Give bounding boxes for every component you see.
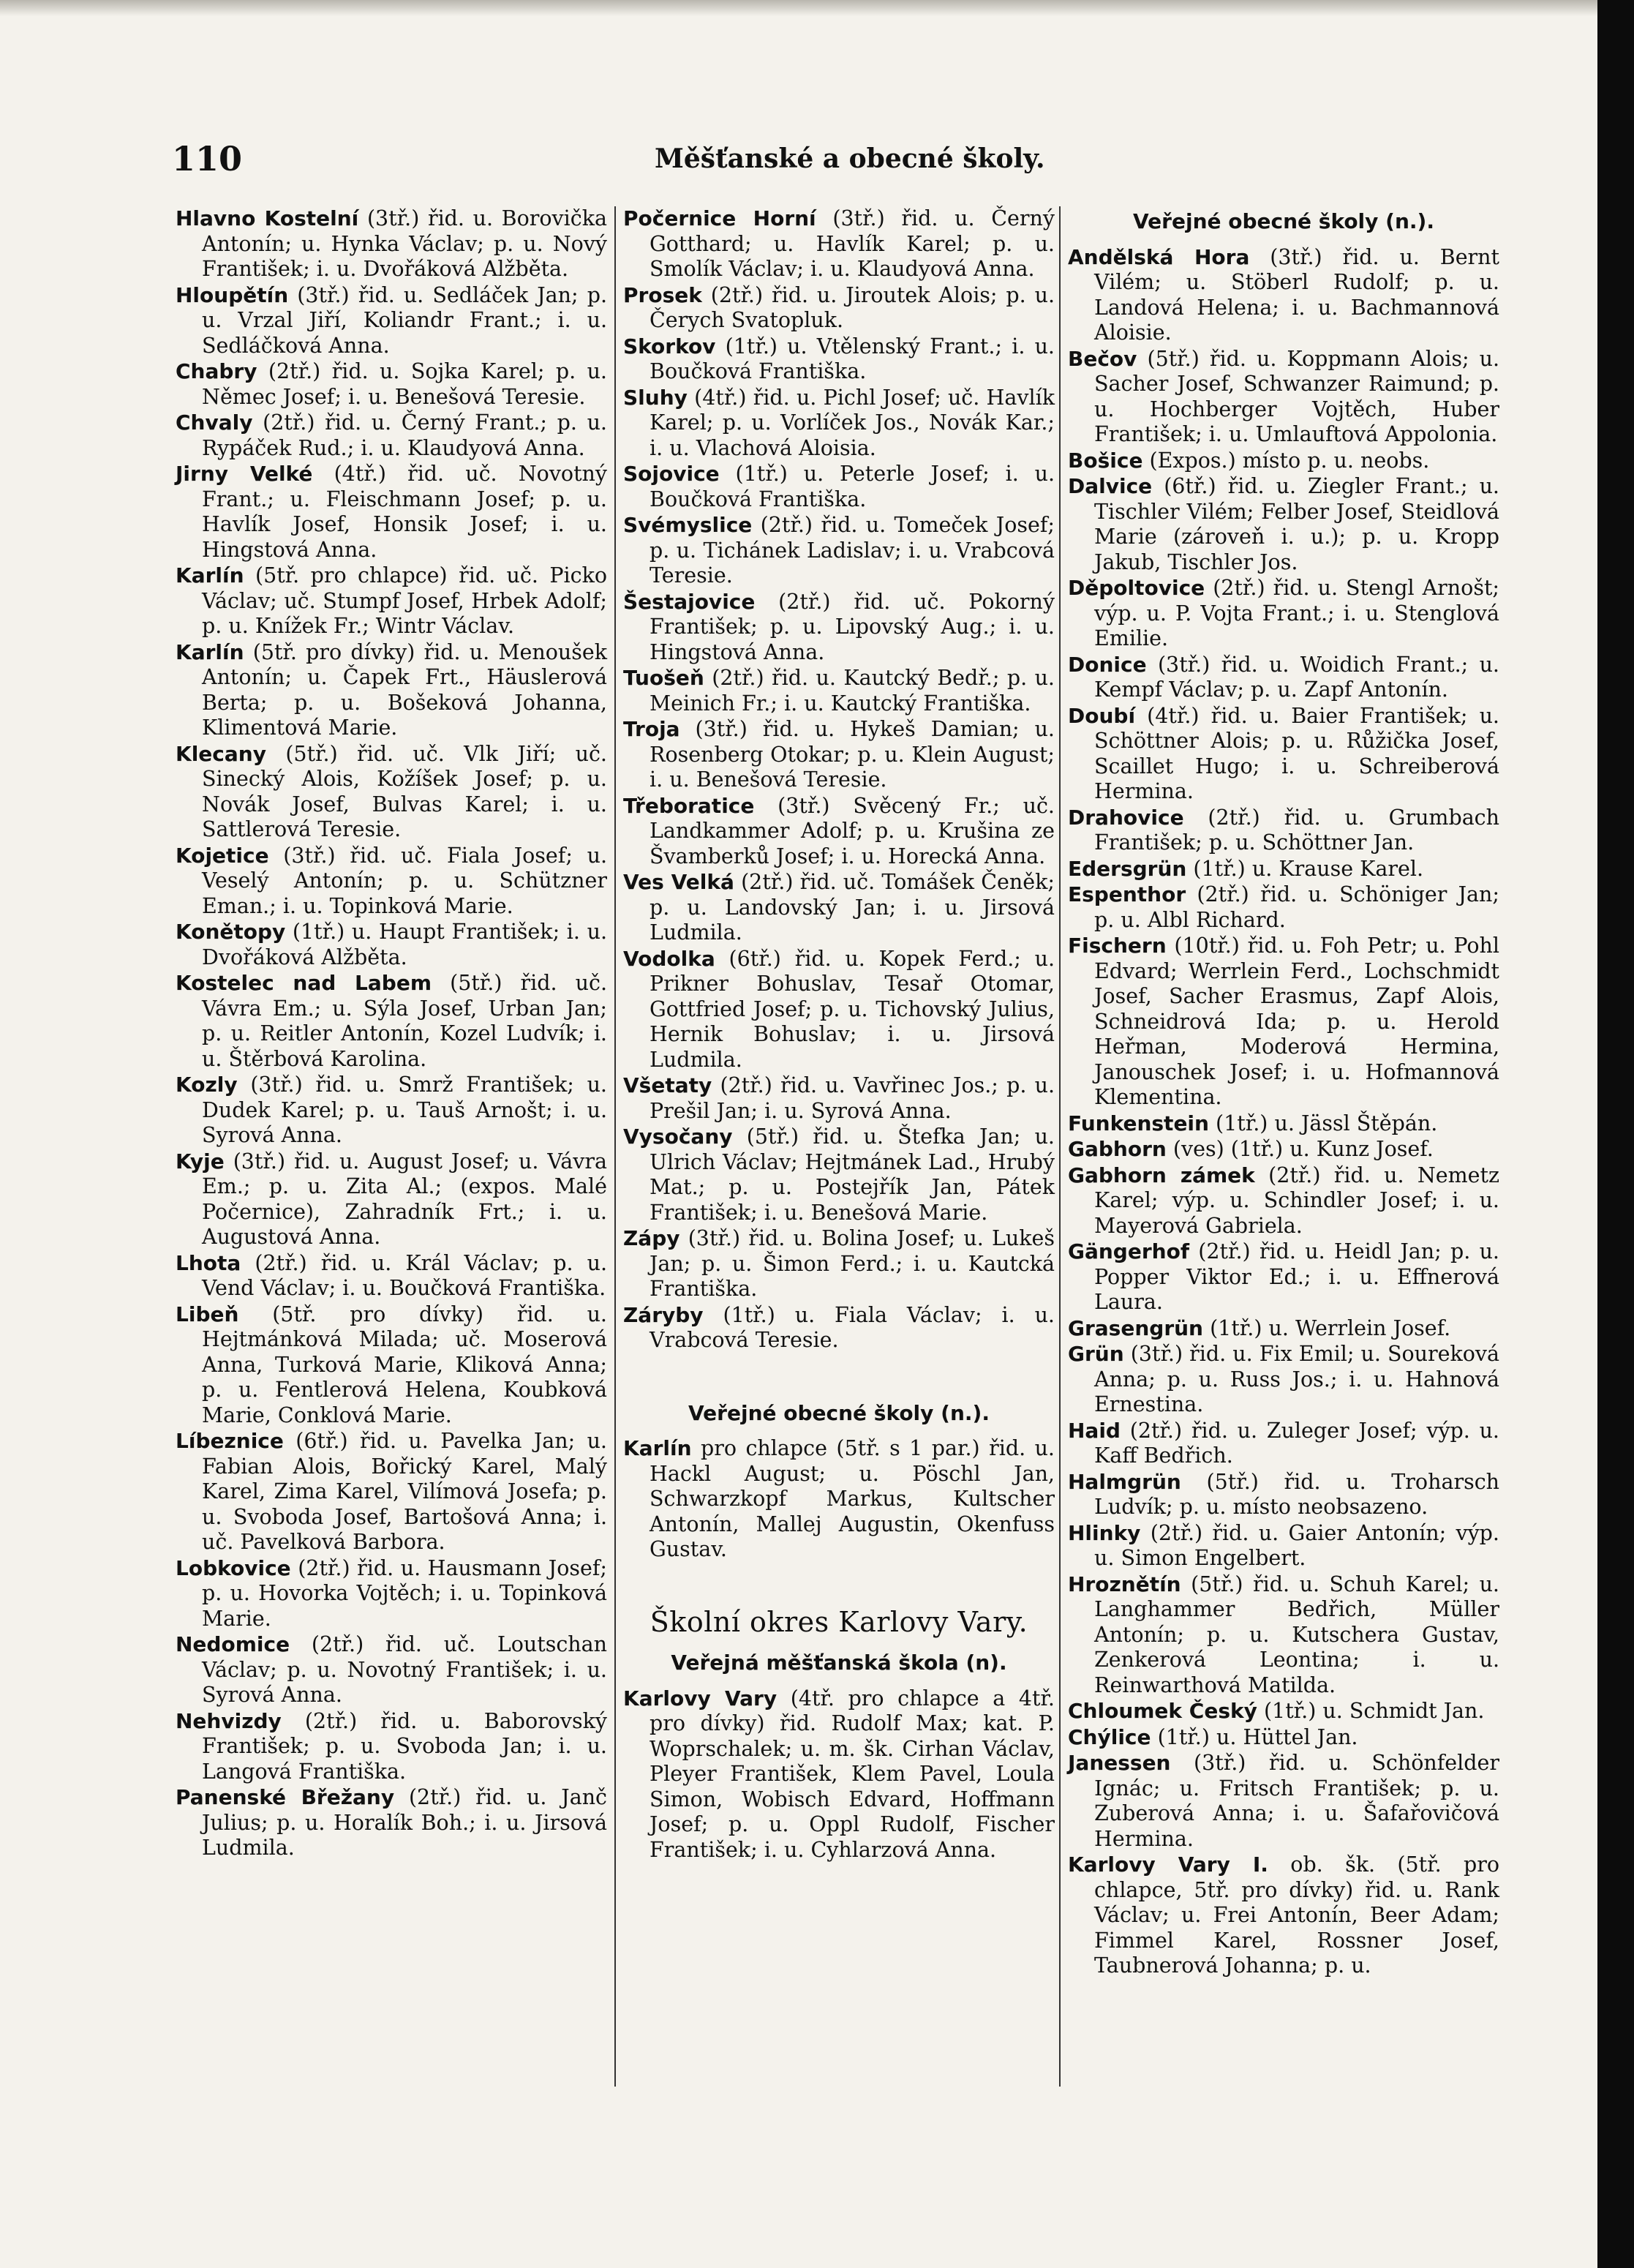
place-name: Bečov	[1068, 346, 1137, 371]
school-entry	[1068, 1342, 1499, 1418]
entry-text: (3tř.) řid. u. Smrž František; u. Dudek Karel; p. u. Tauš Arnošt; i. u. Syrová Anna.	[202, 1073, 607, 1147]
entry-text: (5tř.) řid. u. Troharsch Ludvík; p. u. místo neobsazeno.	[1094, 1469, 1500, 1519]
place-name: Záryby	[623, 1302, 704, 1327]
school-entry	[623, 590, 1055, 666]
entry-text: (5tř. pro dívky) řid. u. Menoušek Antonín; u. Čapek Frt., Häuslerová Berta; p. u. Bošeková Johanna, Klimentová Marie.	[202, 639, 607, 740]
place-name: Prosek	[623, 282, 702, 307]
entry-text: (2tř.) řid. u. Hausmann Josef; p. u. Hovorka Vojtěch; i. u. Topinková Marie.	[202, 1555, 607, 1631]
column-2-public-entries	[623, 1436, 1055, 1563]
place-name: Doubí	[1068, 703, 1136, 728]
entry-text: (4tř. pro chlapce a 4tř. pro dívky) řid. Rudolf Max; kat. P. Woprschalek; u. m. šk. Cirhan Václav, Pleyer František, Klem Pavel, Loula Simon, Wobisch Edvard, Hoffmann Josef; p. u. Oppl Rudolf, Fischer František; i. u. Cyhlarzová Anna.	[650, 1686, 1055, 1862]
entry-text: (2tř.) řid. u. Vavřinec Jos.; p. u. Prešil Jan; i. u. Syrová Anna.	[650, 1073, 1055, 1123]
school-entry	[176, 742, 607, 843]
entry-text: (3tř.) řid. u. Fix Emil; u. Soureková Anna; p. u. Russ Jos.; i. u. Hahnová Ernestina.	[1094, 1342, 1500, 1416]
place-name: Chýlice	[1068, 1724, 1151, 1749]
place-name: Gabhorn	[1068, 1137, 1167, 1161]
place-name: Chvaly	[176, 410, 253, 435]
place-name: Líbeznice	[176, 1429, 284, 1453]
place-name: Kozly	[176, 1073, 238, 1097]
place-name: Andělská Hora	[1068, 244, 1250, 269]
place-name: Ves Velká	[623, 870, 734, 894]
place-name: Děpoltovice	[1068, 576, 1205, 600]
school-entry	[1068, 1852, 1499, 1979]
entry-text: (1tř.) u. Schmidt Jan.	[1263, 1699, 1485, 1723]
scan-right-border	[1597, 0, 1634, 2268]
section-heading-burgher-school: Veřejná měšťanská škola (n).	[671, 1651, 1007, 1675]
place-name: Karlovy Vary I.	[1068, 1852, 1268, 1877]
place-name: Lobkovice	[176, 1555, 291, 1580]
entry-text: (2tř.) řid. u. Gaier Antonín; výp. u. Simon Engelbert.	[1094, 1520, 1499, 1570]
school-entry	[176, 971, 607, 1072]
place-name: Hloupětín	[176, 282, 289, 307]
place-name: Grün	[1068, 1342, 1124, 1366]
school-entry	[176, 1302, 607, 1429]
place-name: Grasengrün	[1068, 1315, 1203, 1340]
entry-text: (2tř.) řid. u. Schöniger Jan; p. u. Albl Richard.	[1094, 882, 1499, 932]
entry-text: (3tř.) řid. u. Sedláček Jan; p. u. Vrzal Jiří, Koliandr Frant.; i. u. Sedláčková Anna.	[202, 282, 607, 358]
place-name: Kojetice	[176, 843, 269, 868]
school-entry	[176, 640, 607, 741]
school-entry	[1068, 882, 1499, 933]
entry-text: (1tř.) u. Haupt František; i. u. Dvořáková Alžběta.	[202, 920, 608, 969]
entry-text: (2tř.) řid. u. Zuleger Josef; výp. u. Kaff Bedřich.	[1094, 1418, 1499, 1468]
place-name: Dalvice	[1068, 474, 1153, 498]
place-name: Libeň	[176, 1302, 239, 1326]
school-entry	[1068, 1419, 1499, 1469]
place-name: Gabhorn zámek	[1068, 1163, 1255, 1187]
school-entry	[1068, 857, 1499, 882]
column-rule-left	[614, 206, 616, 2087]
school-entry	[176, 1709, 607, 1785]
place-name: Karlín	[176, 563, 244, 587]
entry-text: (3tř.) Svěcený Fr.; uč. Landkammer Adolf; p. u. Krušina ze Švamberků Josef; i. u. Horecká Anna.	[650, 793, 1055, 868]
entry-text: (3tř.) řid. u. Bolina Josef; u. Lukeš Jan; p. u. Šimon Ferd.; i. u. Kautcká Františka.	[650, 1226, 1055, 1301]
place-name: Panenské Břežany	[176, 1785, 395, 1809]
place-name: Gängerhof	[1068, 1239, 1190, 1263]
school-entry	[1068, 448, 1499, 474]
column-3	[1068, 206, 1499, 1980]
place-name: Kyje	[176, 1149, 225, 1174]
entry-text: (ves) (1tř.) u. Kunz Josef.	[1172, 1137, 1434, 1161]
place-name: Chabry	[176, 359, 257, 383]
entry-text: (2tř.) řid. u. Sojka Karel; p. u. Němec Josef; i. u. Benešová Teresie.	[202, 359, 607, 409]
column-1	[176, 206, 607, 1862]
place-name: Tuošeň	[623, 666, 704, 690]
school-entry	[623, 386, 1055, 462]
entry-text: (2tř.) řid. u. Nemetz Karel; výp. u. Schindler Josef; i. u. Mayerová Gabriela.	[1094, 1163, 1499, 1238]
entry-text: (2tř.) řid. u. Tomeček Josef; p. u. Tichánek Ladislav; i. u. Vrabcová Teresie.	[650, 513, 1055, 587]
place-name: Nehvizdy	[176, 1708, 282, 1733]
school-entry	[1068, 1470, 1499, 1520]
entry-text: (5tř.) řid. uč. Vlk Jiří; uč. Sinecký Alois, Kožíšek Josef; p. u. Novák Josef, Bulvas Karel; i. u. Sattlerová Teresie.	[202, 741, 607, 841]
place-name: Drahovice	[1068, 805, 1184, 830]
section-heading-public-schools-col3: Veřejné obecné školy (n.).	[1133, 209, 1434, 233]
school-entry	[176, 563, 607, 639]
entry-text: (6tř.) řid. u. Kopek Ferd.; u. Prikner Bohuslav, Tesař Otomar, Gottfried Josef; p. u. Tichovský Julius, Hernik Bohuslav; i. u. Jirsová Ludmila.	[650, 946, 1055, 1072]
entry-text: (2tř.) řid. u. Baborovský František; p. u. Svoboda Jan; i. u. Langová Františka.	[202, 1708, 608, 1784]
entry-text: (5tř. pro chlapce) řid. uč. Picko Václav; uč. Stumpf Josef, Hrbek Adolf; p. u. Knížek Fr.; Wintr Václav.	[202, 563, 608, 638]
school-entry	[176, 410, 607, 461]
school-entry	[1068, 1725, 1499, 1751]
place-name: Haid	[1068, 1418, 1121, 1443]
school-entry	[176, 462, 607, 563]
school-entry	[1068, 474, 1499, 575]
entry-text: (3tř.) řid. uč. Fiala Josef; u. Veselý Antonín; p. u. Schützner Eman.; i. u. Topinková Marie.	[202, 843, 608, 918]
place-name: Konětopy	[176, 920, 286, 944]
section-spacer	[623, 1354, 1055, 1398]
school-entry	[623, 794, 1055, 870]
entry-text: (2tř.) řid. u. Stengl Arnošt; výp. u. P. Vojta Frant.; i. u. Stenglová Emilie.	[1094, 576, 1500, 650]
school-entry	[1068, 806, 1499, 856]
column-rule-right	[1059, 206, 1061, 2087]
school-entry	[1068, 1572, 1499, 1699]
entry-text: (3tř.) řid. u. Hykeš Damian; u. Rosenberg Otokar; p. u. Klein August; i. u. Benešová Teresie.	[650, 717, 1055, 792]
entry-text: (1tř.) u. Krause Karel.	[1193, 856, 1424, 881]
column-3-entries	[1068, 245, 1499, 1979]
school-entry	[176, 1251, 607, 1302]
entry-text: (6tř.) řid. u. Ziegler Frant.; u. Tischler Vilém; Felber Josef, Steidlová Marie (zároveň i. u.); p. u. Kropp Jakub, Tischler Jos.	[1094, 474, 1499, 574]
entry-text: (2tř.) řid. u. Král Václav; p. u. Vend Václav; i. u. Boučková Františka.	[202, 1250, 608, 1300]
place-name: Funkenstein	[1068, 1111, 1209, 1135]
place-name: Skorkov	[623, 334, 716, 358]
school-entry	[623, 334, 1055, 385]
entry-text: (3tř.) řid. u. August Josef; u. Vávra Em.; p. u. Zita Al.; (expos. Malé Počernice), Zahradník Frt.; i. u. Augustová Anna.	[202, 1149, 607, 1249]
school-entry	[1068, 704, 1499, 805]
scan-top-edge	[0, 0, 1634, 16]
place-name: Chloumek Český	[1068, 1699, 1257, 1723]
entry-text: (Expos.) místo p. u. neobs.	[1149, 448, 1430, 473]
school-entry	[176, 359, 607, 410]
entry-text: ob. šk. (5tř. pro chlapce, 5tř. pro dívky) řid. u. Rank Václav; u. Frei Antonín, Beer Adam; Fimmel Karel, Rossner Josef, Taubnerová Johanna; p. u.	[1094, 1852, 1499, 1978]
entry-text: (6tř.) řid. u. Pavelka Jan; u. Fabian Alois, Bořický Karel, Malý Karel, Zima Karel, Vilímová Josefa; p. u. Svoboda Josef, Bartošová Anna; i. uč. Pavelková Barbora.	[202, 1429, 607, 1554]
school-entry	[176, 283, 607, 359]
place-name: Svémyslice	[623, 513, 753, 537]
section-heading-public-schools: Veřejné obecné školy (n.).	[688, 1400, 990, 1425]
school-entry	[176, 1556, 607, 1632]
entry-text: (2tř.) řid. uč. Tomášek Čeněk; p. u. Landovský Jan; i. u. Jirsová Ludmila.	[650, 870, 1055, 945]
place-name: Šestajovice	[623, 589, 756, 614]
school-entry	[623, 717, 1055, 793]
place-name: Sojovice	[623, 462, 720, 486]
place-name: Donice	[1068, 652, 1147, 677]
entry-text: (5tř. pro dívky) řid. u. Hejtmánková Milada; uč. Moserová Anna, Turková Marie, Kliková Anna; p. u. Fentlerová Helena, Koubková Marie, Conklová Marie.	[202, 1302, 607, 1427]
school-entry	[1068, 245, 1499, 346]
school-entry	[1068, 1137, 1499, 1163]
entry-text: (3tř.) řid. u. Borovička Antonín; u. Hynka Václav; p. u. Nový František; i. u. Dvořáková Alžběta.	[202, 206, 607, 281]
place-name: Karlín	[176, 639, 244, 664]
place-name: Fischern	[1068, 934, 1167, 958]
school-entry	[176, 920, 607, 970]
entry-text: (2tř.) řid. u. Heidl Jan; p. u. Popper Viktor Ed.; i. u. Effnerová Laura.	[1094, 1239, 1499, 1314]
entry-text: (1tř.) u. Hüttel Jan.	[1157, 1724, 1358, 1749]
place-name: Janessen	[1068, 1751, 1171, 1775]
entry-text: pro chlapce (5tř. s 1 par.) řid. u. Hackl August; u. Pöschl Jan, Schwarzkopf Markus, Kultscher Antonín, Mallej Augustin, Okenfuss Gustav.	[650, 1436, 1055, 1561]
school-entry	[623, 1124, 1055, 1225]
school-entry	[623, 462, 1055, 512]
school-entry	[623, 513, 1055, 589]
entry-text: (5tř.) řid. uč. Vávra Em.; u. Sýla Josef, Urban Jan; p. u. Reitler Antonín, Kozel Ludvík; i. u. Štěrbová Karolina.	[202, 971, 608, 1071]
district-heading: Školní okres Karlovy Vary.	[650, 1605, 1028, 1638]
school-entry	[1068, 1111, 1499, 1137]
column-2-burgher-entries	[623, 1686, 1055, 1863]
entry-text: (3tř.) řid. u. Černý Gotthard; u. Havlík Karel; p. u. Smolík Václav; i. u. Klaudyová Anna.	[650, 206, 1055, 281]
school-entry	[1068, 1521, 1499, 1572]
column-2-entries	[623, 206, 1055, 1353]
column-2	[623, 206, 1055, 1863]
place-name: Počernice Horní	[623, 206, 816, 230]
entry-text: (2tř.) řid. u. Kautcký Bedř.; p. u. Meinich Fr.; i. u. Kautcký Františka.	[650, 666, 1055, 716]
entry-text: (10tř.) řid. u. Foh Petr; u. Pohl Edvard; Werrlein Ferd., Lochschmidt Josef, Sacher Erasmus, Zapf Alois, Schneidrová Ida; p. u. Herold Heřman, Moderová Hermina, Janouschek Josef; i. u. Hofmannová Klementina.	[1094, 934, 1499, 1109]
entry-text: (3tř.) řid. u. Schönfelder Ignác; u. Fritsch František; p. u. Zuberová Anna; i. u. Šafařovičová Hermina.	[1094, 1751, 1499, 1851]
school-entry	[623, 283, 1055, 334]
place-name: Espenthor	[1068, 882, 1186, 906]
school-entry	[623, 1226, 1055, 1302]
school-entry	[176, 206, 607, 282]
school-entry	[1068, 347, 1499, 448]
place-name: Karlín	[623, 1436, 692, 1460]
place-name: Sluhy	[623, 385, 688, 410]
school-entry	[623, 1303, 1055, 1353]
school-entry	[623, 1073, 1055, 1124]
place-name: Vodolka	[623, 946, 715, 971]
entry-text: (5tř.) řid. u. Schuh Karel; u. Langhammer Bedřich, Müller Antonín; p. u. Kutschera Gustav, Zenkerová Leontina; i. u. Reinwarthová Matilda.	[1094, 1572, 1499, 1697]
entry-text: (4tř.) řid. u. Pichl Josef; uč. Havlík Karel; p. u. Vorlíček Jos., Novák Kar.; i. u. Vlachová Aloisia.	[650, 385, 1055, 460]
school-entry	[176, 1429, 607, 1555]
school-entry	[176, 844, 607, 920]
place-name: Troja	[623, 717, 680, 741]
entry-text: (2tř.) řid. u. Černý Frant.; p. u. Rypáček Rud.; i. u. Klaudyová Anna.	[202, 410, 607, 460]
entry-text: (2tř.) řid. u. Jiroutek Alois; p. u. Čerych Svatopluk.	[650, 282, 1055, 332]
place-name: Zápy	[623, 1226, 680, 1250]
school-entry	[623, 1436, 1055, 1563]
school-entry	[1068, 653, 1499, 703]
entry-text: (1tř.) u. Werrlein Josef.	[1210, 1315, 1451, 1340]
entry-text: (1tř.) u. Fiala Václav; i. u. Vrabcová Teresie.	[650, 1302, 1055, 1352]
place-name: Kostelec nad Labem	[176, 971, 432, 995]
school-entry	[1068, 576, 1499, 652]
school-entry	[1068, 1316, 1499, 1342]
place-name: Třeboratice	[623, 793, 755, 818]
school-entry	[1068, 1699, 1499, 1724]
school-entry	[623, 947, 1055, 1073]
school-entry	[623, 666, 1055, 716]
running-head: Měšťanské a obecné školy.	[655, 143, 1045, 174]
entry-text: (5tř.) řid. u. Koppmann Alois; u. Sacher Josef, Schwanzer Raimund; p. u. Hochberger Vojtěch, Huber František; i. u. Umlauftová Appolonia.	[1094, 346, 1500, 446]
entry-text: (1tř.) u. Peterle Josef; i. u. Boučková Františka.	[650, 462, 1055, 511]
school-entry	[623, 1686, 1055, 1863]
entry-text: (2tř.) řid. uč. Pokorný František; p. u. Lipovský Aug.; i. u. Hingstová Anna.	[650, 589, 1055, 664]
entry-text: (4tř.) řid. uč. Novotný Frant.; u. Fleischmann Josef; p. u. Havlík Josef, Honsik Josef; i. u. Hingstová Anna.	[202, 462, 608, 562]
place-name: Bošice	[1068, 448, 1143, 473]
school-entry	[1068, 1239, 1499, 1315]
entry-text: (3tř.) řid. u. Woidich Frant.; u. Kempf Václav; p. u. Zapf Antonín.	[1094, 652, 1499, 702]
entry-text: (5tř.) řid. u. Štefka Jan; u. Ulrich Václav; Hejtmánek Lad., Hrubý Mat.; p. u. Postejřík Jan, Pátek František; i. u. Benešová Marie.	[650, 1124, 1055, 1225]
school-entry	[176, 1149, 607, 1250]
entry-text: (2tř.) řid. uč. Loutschan Václav; p. u. Novotný František; i. u. Syrová Anna.	[202, 1632, 608, 1707]
place-name: Edersgrün	[1068, 856, 1187, 881]
place-name: Nedomice	[176, 1632, 290, 1656]
place-name: Hlavno Kostelní	[176, 206, 359, 230]
entry-text: (3tř.) řid. u. Bernt Vilém; u. Stöberl Rudolf; p. u. Landová Helena; i. u. Bachmannová Aloisie.	[1094, 244, 1499, 345]
school-entry	[176, 1785, 607, 1861]
place-name: Vysočany	[623, 1124, 733, 1149]
entry-text: (2tř.) řid. u. Janč Julius; p. u. Horalík Boh.; i. u. Jirsová Ludmila.	[202, 1785, 608, 1860]
place-name: Karlovy Vary	[623, 1686, 778, 1711]
place-name: Halmgrün	[1068, 1469, 1181, 1494]
entry-text: (1tř.) u. Vtělenský Frant.; i. u. Boučková Františka.	[650, 334, 1055, 383]
school-entry	[176, 1632, 607, 1708]
entry-text: (4tř.) řid. u. Baier František; u. Schöttner Alois; p. u. Růžička Josef, Scaillet Hugo; i. u. Schreiberová Hermina.	[1094, 703, 1499, 803]
place-name: Lhota	[176, 1250, 241, 1275]
place-name: Hroznětín	[1068, 1572, 1181, 1596]
school-entry	[1068, 1751, 1499, 1852]
school-entry	[1068, 934, 1499, 1111]
school-entry	[623, 206, 1055, 282]
place-name: Všetaty	[623, 1073, 712, 1097]
place-name: Hlinky	[1068, 1520, 1141, 1545]
entry-text: (1tř.) u. Jässl Štěpán.	[1216, 1111, 1438, 1135]
place-name: Jirny Velké	[176, 462, 313, 486]
entry-text: (2tř.) řid. u. Grumbach František; p. u. Schöttner Jan.	[1094, 805, 1499, 855]
school-entry	[623, 870, 1055, 946]
school-entry	[176, 1073, 607, 1149]
school-entry	[1068, 1163, 1499, 1239]
page-number: 110	[172, 139, 243, 179]
place-name: Klecany	[176, 741, 266, 766]
